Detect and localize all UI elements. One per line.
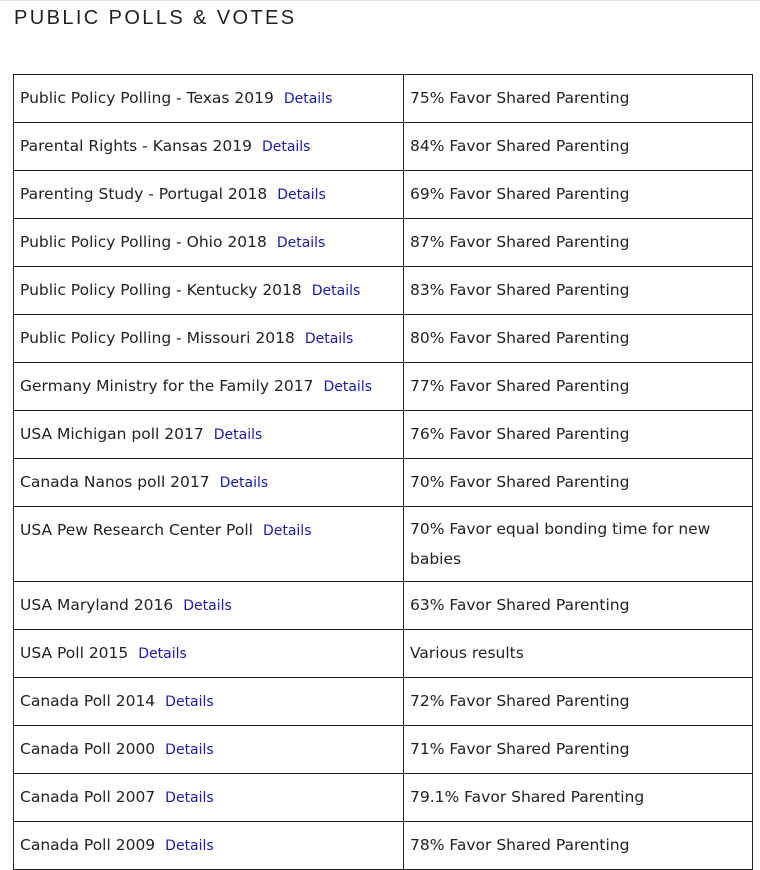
poll-name: Public Policy Polling - Ohio 2018: [20, 233, 267, 251]
details-link[interactable]: Details: [165, 790, 214, 806]
poll-result: 76% Favor Shared Parenting: [404, 411, 753, 459]
poll-result: 84% Favor Shared Parenting: [404, 123, 753, 171]
details-link[interactable]: Details: [304, 331, 354, 347]
poll-name: Public Policy Polling - Texas 2019: [20, 89, 274, 107]
poll-name-cell: [14, 774, 404, 822]
table-row: [14, 267, 753, 315]
table-row: [14, 315, 753, 363]
poll-name-cell: [14, 582, 404, 630]
poll-name-cell: [14, 411, 404, 459]
poll-name-cell: [14, 75, 404, 123]
poll-name-cell: [14, 171, 404, 219]
poll-name-cell: [14, 267, 404, 315]
poll-name: Canada Poll 2007: [20, 788, 156, 806]
poll-name-cell: [14, 507, 404, 582]
poll-result: 83% Favor Shared Parenting: [404, 267, 753, 315]
poll-name-cell: [14, 630, 404, 678]
poll-result: 79.1% Favor Shared Parenting: [404, 774, 753, 822]
details-link[interactable]: Details: [213, 427, 263, 443]
table-row: [14, 822, 753, 870]
poll-result: 80% Favor Shared Parenting: [404, 315, 753, 363]
poll-name-cell: [14, 219, 404, 267]
poll-result: 70% Favor equal bonding time for new babies: [404, 507, 753, 582]
poll-name-cell: [14, 315, 404, 363]
details-link[interactable]: Details: [138, 646, 187, 662]
poll-name: Public Policy Polling - Kentucky 2018: [20, 281, 302, 299]
poll-result: 70% Favor Shared Parenting: [404, 459, 753, 507]
table-row: [14, 582, 753, 630]
details-link[interactable]: Details: [276, 235, 326, 251]
poll-name: Canada Poll 2009: [20, 836, 156, 854]
poll-name-cell: [14, 822, 404, 870]
poll-name: Parenting Study - Portugal 2018: [20, 185, 268, 203]
table-row: [14, 123, 753, 171]
poll-name-cell: [14, 123, 404, 171]
poll-name-cell: [14, 459, 404, 507]
poll-result: 87% Favor Shared Parenting: [404, 219, 753, 267]
details-link[interactable]: Details: [165, 742, 214, 758]
poll-name: Public Policy Polling - Missouri 2018: [20, 329, 295, 347]
poll-name-cell: [14, 678, 404, 726]
details-link[interactable]: Details: [219, 475, 269, 491]
table-row: [14, 363, 753, 411]
poll-name: USA Michigan poll 2017: [20, 425, 204, 443]
poll-result: 72% Favor Shared Parenting: [404, 678, 753, 726]
poll-name-cell: [14, 363, 404, 411]
table-row: [14, 678, 753, 726]
poll-result: 78% Favor Shared Parenting: [404, 822, 753, 870]
poll-result: 71% Favor Shared Parenting: [404, 726, 753, 774]
details-link[interactable]: Details: [262, 523, 312, 539]
table-row: [14, 459, 753, 507]
table-row: [14, 219, 753, 267]
details-link[interactable]: Details: [283, 91, 333, 107]
poll-result: 69% Favor Shared Parenting: [404, 171, 753, 219]
table-row: [14, 411, 753, 459]
poll-name: USA Poll 2015: [20, 644, 129, 662]
polls-table: [13, 74, 753, 870]
poll-name: Canada Poll 2000: [20, 740, 156, 758]
poll-name: USA Pew Research Center Poll: [20, 521, 253, 539]
details-link[interactable]: Details: [165, 838, 214, 854]
table-row: [14, 630, 753, 678]
table-row: [14, 507, 753, 582]
details-link[interactable]: Details: [261, 139, 311, 155]
table-row: [14, 726, 753, 774]
poll-name: USA Maryland 2016: [20, 596, 174, 614]
poll-result: 77% Favor Shared Parenting: [404, 363, 753, 411]
poll-name: Canada Poll 2014: [20, 692, 156, 710]
poll-name-cell: [14, 726, 404, 774]
poll-name: Canada Nanos poll 2017: [20, 473, 210, 491]
poll-name: Germany Ministry for the Family 2017: [20, 377, 314, 395]
poll-result: Various results: [404, 630, 753, 678]
table-row: [14, 171, 753, 219]
details-link[interactable]: Details: [311, 283, 361, 299]
table-row: [14, 774, 753, 822]
poll-name: Parental Rights - Kansas 2019: [20, 137, 252, 155]
details-link[interactable]: Details: [165, 694, 214, 710]
table-row: [14, 75, 753, 123]
details-link[interactable]: Details: [277, 187, 326, 203]
poll-result: 63% Favor Shared Parenting: [404, 582, 753, 630]
page-title: PUBLIC POLLS & VOTES: [14, 7, 297, 29]
details-link[interactable]: Details: [323, 379, 373, 395]
details-link[interactable]: Details: [183, 598, 232, 614]
poll-result: 75% Favor Shared Parenting: [404, 75, 753, 123]
